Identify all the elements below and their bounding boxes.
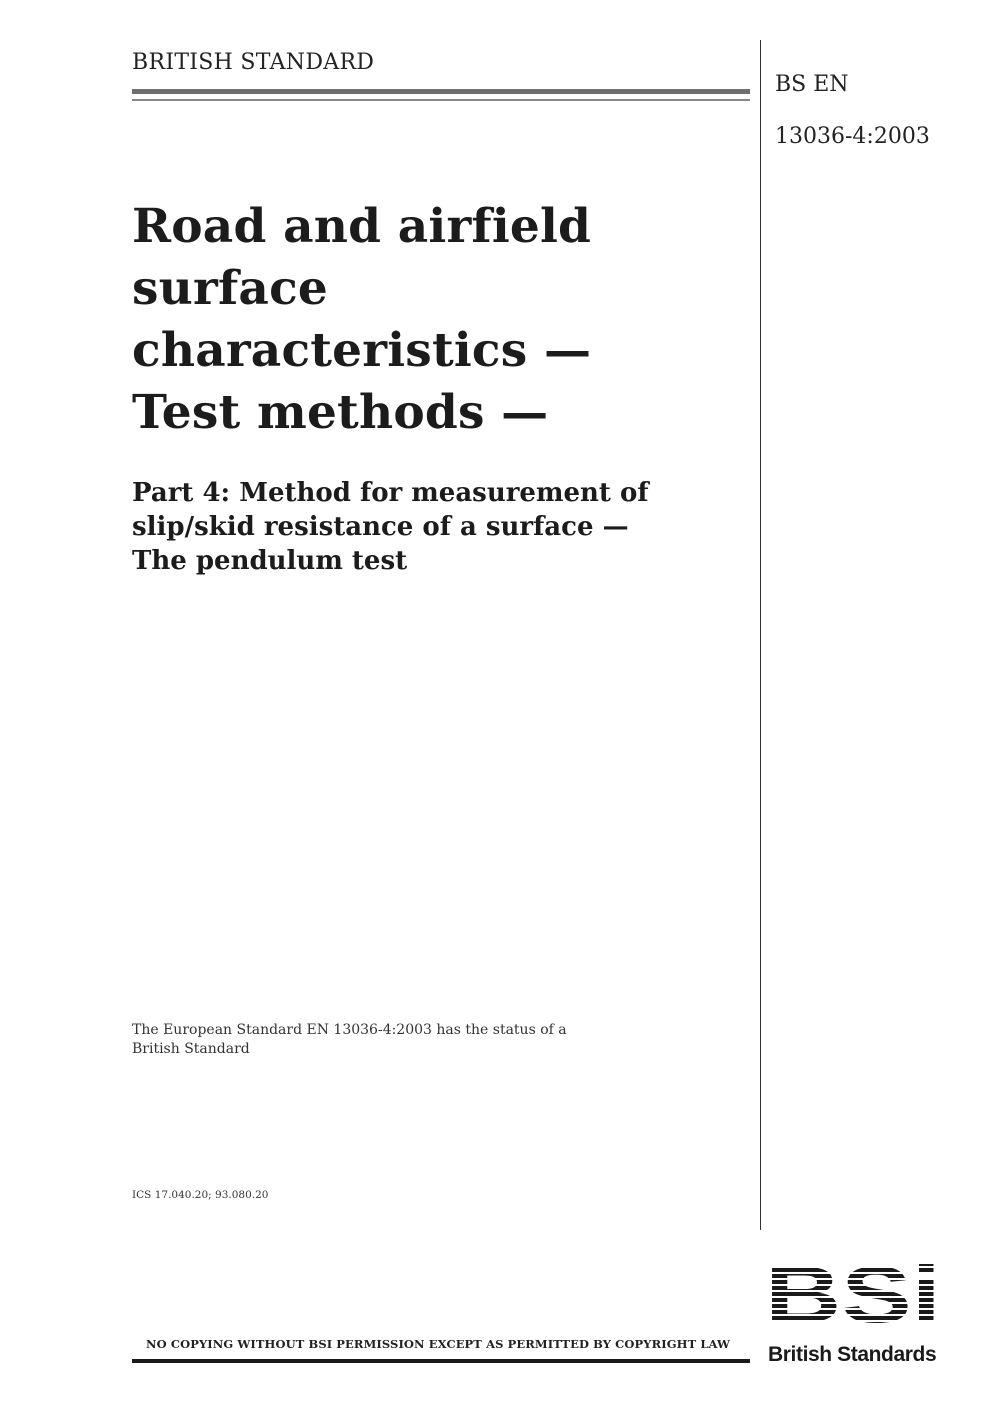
header-rule-thick [132, 89, 750, 94]
subtitle-line: The pendulum test [132, 546, 408, 576]
standard-number-line-2: 13036-4:2003 [775, 124, 930, 149]
svg-text:BSi: BSi [765, 1262, 941, 1324]
standard-number-line-1: BS EN [775, 72, 849, 97]
header-rule-thin [132, 99, 750, 101]
status-note [132, 1021, 652, 1059]
header-label: BRITISH STANDARD [132, 50, 375, 75]
status-note-line: The European Standard EN 13036-4:2003 has the status of a [132, 1022, 567, 1038]
standard-number [775, 46, 930, 176]
document-title [132, 196, 742, 444]
subtitle-line: Part 4: Method for measurement of [132, 478, 649, 508]
ics-code: ICS 17.040.20; 93.080.20 [132, 1189, 269, 1201]
title-line: characteristics — [132, 323, 592, 378]
status-note-line: British Standard [132, 1041, 250, 1057]
title-line: surface [132, 261, 328, 316]
copyright-notice: NO COPYING WITHOUT BSI PERMISSION EXCEPT AS PERMITTED BY COPYRIGHT LAW [146, 1337, 731, 1351]
document-subtitle [132, 476, 742, 578]
footer-rule [132, 1359, 750, 1363]
title-line: Road and airfield [132, 199, 592, 254]
subtitle-line: slip/skid resistance of a surface — [132, 512, 629, 542]
vertical-divider [760, 40, 761, 1230]
title-line: Test methods — [132, 385, 549, 440]
bsi-tagline: British Standards [768, 1343, 937, 1366]
bsi-logo-icon [765, 1262, 945, 1324]
